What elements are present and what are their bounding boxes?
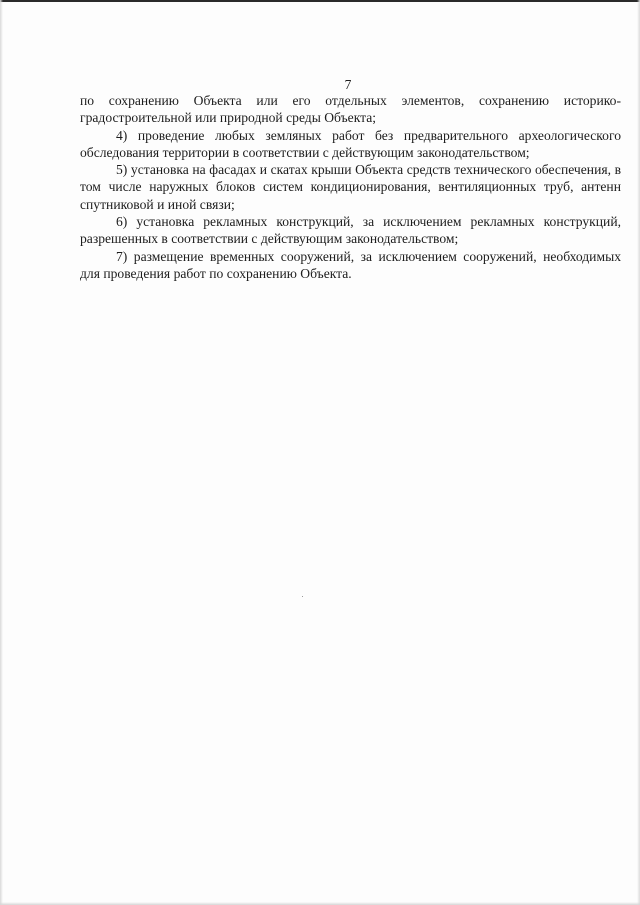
paragraph-continuation: по сохранению Объекта или его отдельных элементов, сохранению историко-градостроительной или природной среды Объекта; (80, 93, 621, 126)
scan-speck (302, 596, 303, 597)
list-item-7: 7) размещение временных сооружений, за исключением сооружений, необходимых для проведения работ по сохранению Объекта. (80, 248, 621, 281)
body-text (80, 92, 621, 282)
scan-top-edge (0, 0, 640, 2)
page-number: 7 (344, 77, 352, 92)
list-item-6: 6) установка рекламных конструкций, за исключением рекламных конструкций, разрешенных в соответствии с действующим законодательством; (80, 214, 621, 247)
scan-left-shadow (0, 0, 3, 905)
list-item-4: 4) проведение любых земляных работ без предварительного археологического обследования территории в соответствии с действующим законодательством; (80, 127, 621, 160)
list-item-5: 5) установка на фасадах и скатах крыши Объекта средств технического обеспечения, в том числе наружных блоков систем кондиционирования, вентиляционных труб, антенн спутниковой и иной связи; (80, 162, 621, 212)
